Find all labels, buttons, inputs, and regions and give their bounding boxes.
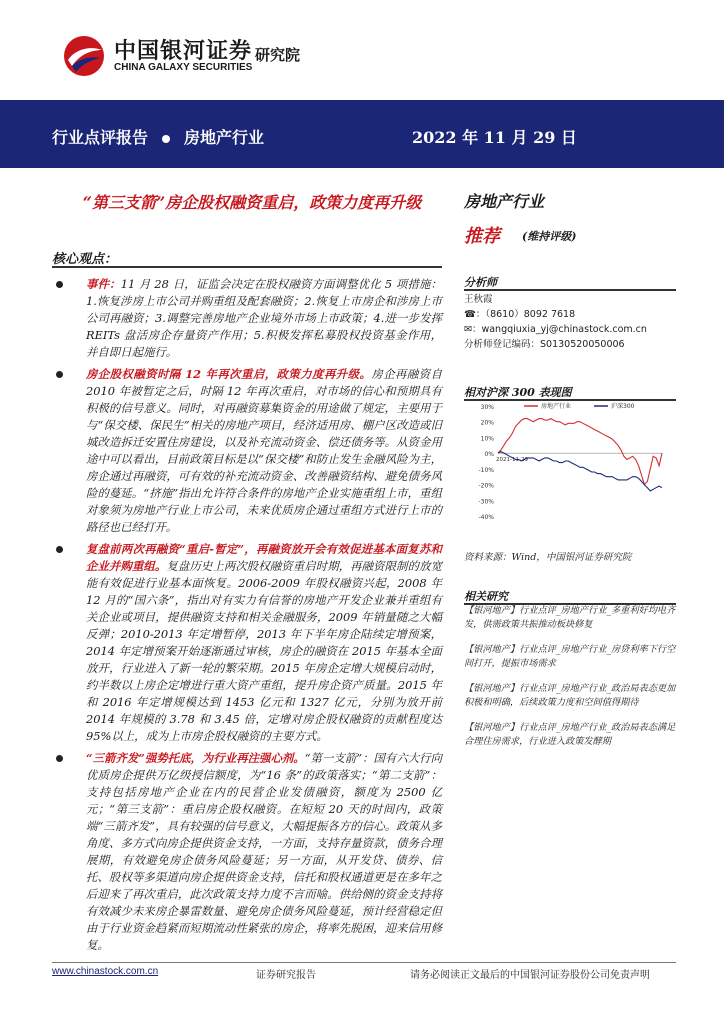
related-item[interactable]: 【银河地产】行业点评_房地产行业_政治局表态满足合理住房需求，行业进入政策发酵期 [464,722,676,747]
y-tick-label: -10% [478,466,494,474]
report-date: 2022 年 11 月 29 日 [412,128,577,147]
rating-note: (维持评级) [522,230,577,243]
analyst-name: 王秋霞 [464,294,493,305]
bullet-lead: 房企股权融资时隔 12 年再次重启，政策力度再升级。 [86,367,372,381]
report-type: 行业点评报告 [52,128,149,147]
bullet-three-arrows [52,750,442,954]
rating: 推荐 [464,226,500,247]
relative-performance-chart [464,400,676,540]
legend-label: 房地产行业 [541,403,572,410]
y-tick-label: 0% [484,451,494,459]
y-tick-label: -40% [478,514,494,521]
footer-url-link[interactable]: www.chinastock.com.cn [52,966,159,977]
report-banner [0,100,724,168]
core-views-list [52,276,442,959]
bullet-lead: 复盘前两次再融资“重启-暂定”，再融资放开会有效促进基本面复苏和企业并购重组。 [86,542,442,573]
chart-source: 资料来源：Wind，中国银河证券研究院 [464,552,632,563]
bullet-text: “第一支箭”：国有六大行向优质房企提供万亿级授信额度，为“16 条”的政策落实；“第二支箭”：支持包括房地产企业在内的民营企业发债融资，额度为 2500 亿元；“第三支箭”：重启房企股权融资。在短短 20 天的时间内，政策端“三箭齐发”，具有较强的信号意义，大幅提振各方的信心。政策从多角度、多方式向房企提供资金支持，一方面，支持存量资款，债务合理展期，有效避免房企债务风险蔓延；另一方面，从开发贷、债券、信托、股权等多渠道向房企提供资金支持，信托和股权通道更是在多年之后迎来了再次重启，此次政策支持力度不言而喻。供给侧的资金支持将有效减少未来房企暴雷数量、避免房企债务风险蔓延，预计经营稳定但由于行业资金趋紧而短期流动性紧张的房企，将率先脱困，迎来信用修复。 [86,751,442,952]
galaxy-logo-icon [62,34,106,78]
bullet-text: 复盘历史上两次股权融资重启时期，再融资限制的放宽能有效促进行业基本面恢复。2006-2009 年股权融资兴起，2008 年 12 月的“国六条”，指出对有实力有信誉的房地产开发企业兼并重组有关企业或项目，提供融资支持和相关金融服务，2009 年销量随之大幅反弹；2010-2013 年定增暂停，2013 年下半年房企陆续定增预案，2014 年定增预案开始逐渐通过审核，房企的融资在 2015 年基本全面放开，行业进入了新一轮的繁荣期。2015 年房企定增大规模启动时，约半数以上房企定增进行重大资产重组，提升房企资产质量。2015 年和 2016 年定增规模达到 1453 亿元和 1327 亿元，分别为放开前 2014 年规模的 3.78 和 3.45 倍，定增对房企股权融资的贡献程度达 95%以上，成为上市房企股权融资的主要方式。 [86,559,442,743]
core-views-title: 核心观点： [52,252,118,267]
banner-report-type [52,125,264,148]
chart-header: 相对沪深 300 表现图 [464,386,572,399]
y-tick-label: -20% [478,482,494,490]
banner-sector: 房地产行业 [184,128,265,147]
related-item[interactable]: 【银河地产】行业点评_房地产行业_政治局表态更加积极和明确，后续政策力度和空间值得期待 [464,683,676,708]
related-item[interactable]: 【银河地产】行业点评_房地产行业_多重利好均电齐发，供需政策共振推动板块修复 [464,605,676,630]
footer-disclaimer: 请务必阅读正文最后的中国银河证券股份公司免责声明 [410,970,650,981]
company-name-en: CHINA GALAXY SECURITIES [114,62,253,73]
analyst-phone: ☎：（8610）8092 7618 [464,309,576,320]
separator-dot-icon [162,135,170,143]
legend-label: 沪深300 [611,403,635,410]
report-title: “第三支箭”房企股权融资重启，政策力度再升级 [82,193,422,212]
y-tick-label: 10% [480,435,494,443]
sidebar-sector: 房地产行业 [464,192,545,211]
company-name-cn: 中国银河证券 [114,39,253,64]
bullet-lead: “三箭齐发”强势托底，为行业再注强心剂。 [86,751,305,765]
core-views-divider [52,266,442,268]
analyst-divider [464,289,676,291]
analyst-header: 分析师 [464,276,497,289]
analyst-info [464,292,676,352]
y-tick-label: 20% [480,419,494,427]
footer-divider [52,962,676,963]
analyst-email[interactable]: ✉：wangqiuxia_yj@chinastock.com.cn [464,324,647,335]
series-line-0 [498,419,662,485]
bullet-refinancing [52,366,442,536]
bullet-event [52,276,442,361]
footer-doc-type: 证券研究报告 [256,970,316,981]
bullet-text: 房企再融资自 2010 年被暂定之后，时隔 12 年再次重启，对市场的信心和预期具有积极的信号意义。同时，对再融资募集资金的用途做了规定，主要用于与“保交楼、保民生”相关的房地产项目，经济适用房、棚户区改造或旧城改造拆迁安置住房建设，以及补充流动资金、偿还债务等。从资金用途中可以看出，目前政策目标是以“保交楼”和防止发生金融风险为主，房企通过再融资，可有效的补充流动资金、改善融资结构、避免债务风险的蔓延。“挤施”指出允许符合条件的房地产企业实施重组上市，重组对象须为房地产行业上市公司，未来优质房企通过重组方式进行上市的路径也已经打开。 [86,367,442,534]
related-research-list [464,604,678,760]
bullet-text: 11 月 28 日，证监会决定在股权融资方面调整优化 5 项措施：1.恢复涉房上市公司并购重组及配套融资；2.恢复上市房企和涉房上市公司再融资；3.调整完善房地产企业境外市场上市政策；4.进一步发挥 REITs 盘活房企存量资产作用；5.积极发挥私募股权投资基金作用，并自即日起施行。 [86,277,442,359]
x-tick-label: 2021-11-29 [496,457,528,464]
related-header: 相关研究 [464,590,508,603]
bullet-history [52,541,442,745]
y-tick-label: -30% [478,498,494,506]
analyst-registration: 分析师登记编码：S0130520050006 [464,339,625,350]
y-tick-label: 30% [480,404,494,411]
bullet-lead: 事件： [86,277,121,291]
division-name: 研究院 [255,46,301,64]
related-item[interactable]: 【银河地产】行业点评_房地产行业_房贷利率下行空间打开，提振市场需求 [464,644,676,669]
